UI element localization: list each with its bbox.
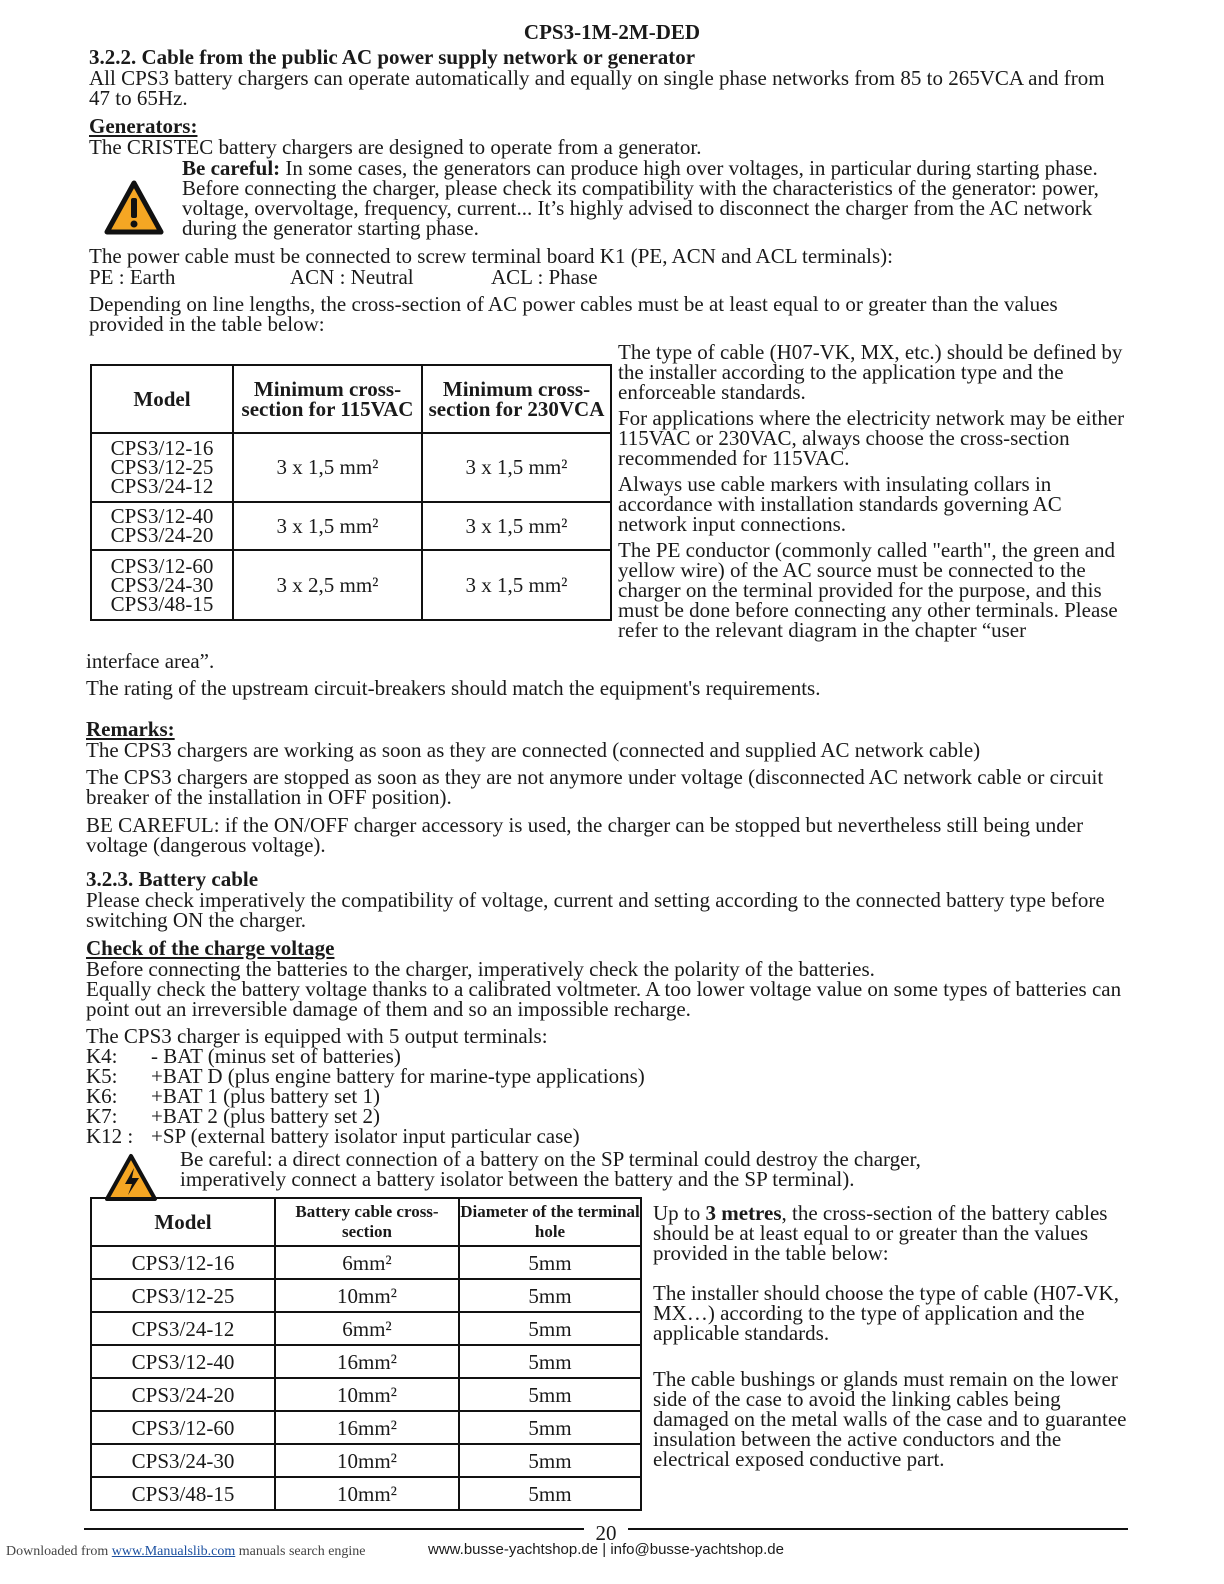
search-engine-label: manuals search engine bbox=[238, 1544, 366, 1559]
page-number: 20 bbox=[595, 1521, 617, 1545]
ac-min230-cell: 3 x 1,5 mm² bbox=[422, 433, 611, 502]
list-item bbox=[86, 1126, 645, 1146]
shop-contact: www.busse-yachtshop.de | info@busse-yachtshop.de bbox=[428, 1541, 784, 1558]
warning-label: Be careful: bbox=[182, 156, 281, 180]
ac-right-p4-cont: interface area”. bbox=[86, 649, 215, 673]
generators-heading: Generators: bbox=[89, 114, 198, 138]
terminal-desc: - BAT (minus set of batteries) bbox=[151, 1044, 401, 1068]
terminal-key: K6: bbox=[86, 1084, 118, 1108]
battery-section-cell: 10mm² bbox=[275, 1477, 459, 1510]
battery-model-cell: CPS3/24-12 bbox=[91, 1312, 275, 1345]
warning-text: In some cases, the generators can produce high over voltages, in particular during starting phase. Before connecting the charger, please check its compatibility with the characteristics of the generator: power, voltage, overvoltage, frequency, current... It’s highly advised to disconnect the charger from the AC network during the generator starting phase. bbox=[182, 156, 1099, 240]
table-row bbox=[91, 1378, 641, 1411]
model-name: CPS3/48-15 bbox=[110, 591, 214, 616]
table-row bbox=[91, 502, 611, 550]
battery-right-p3: The cable bushings or glands must remain on the lower side of the case to avoid the linking cables being damaged on the metal walls of the case and to guarantee insulation between the active conductors and the electrical exposed conductive part. bbox=[653, 1367, 1127, 1471]
model-name: CPS3/24-12 bbox=[110, 474, 214, 498]
terminal-key: K7: bbox=[86, 1104, 118, 1128]
ac-header-230: Minimum cross-section for 230VCA bbox=[422, 365, 611, 433]
battery-section-cell: 6mm² bbox=[275, 1246, 459, 1279]
acl-label: ACL : Phase bbox=[491, 265, 598, 289]
terminal-desc: +BAT 1 (plus battery set 1) bbox=[151, 1084, 381, 1108]
footer-rule-right bbox=[628, 1528, 1128, 1530]
output-terminals-intro: The CPS3 charger is equipped with 5 output terminals: bbox=[86, 1024, 548, 1048]
ac-models-cell bbox=[91, 433, 233, 502]
table-row bbox=[91, 1345, 641, 1378]
manualslib-link[interactable]: www.Manualslib.com bbox=[111, 1544, 236, 1559]
ac-right-p3: Always use cable markers with insulating collars in accordance with installation standards governing AC network input connections. bbox=[618, 472, 1062, 536]
electric-hazard-icon bbox=[104, 1153, 158, 1203]
terminal-key: K5: bbox=[86, 1064, 118, 1088]
sp-warning: Be careful: a direct connection of a battery on the SP terminal could destroy the charger, imperatively connect a battery isolator between the battery and the SP terminal). bbox=[180, 1147, 921, 1191]
battery-hole-cell: 5mm bbox=[459, 1444, 641, 1477]
battery-header-terminal-hole: Diameter of the terminal hole bbox=[459, 1198, 641, 1246]
battery-right-p1-b: , the cross-section of the battery cables should be at least equal to or greater than the values provided in the table below: bbox=[653, 1201, 1108, 1265]
ac-min115-cell: 3 x 2,5 mm² bbox=[233, 550, 422, 620]
depending-text: Depending on line lengths, the cross-section of AC power cables must be at least equal to or greater than the values provided in the table below: bbox=[89, 292, 1058, 336]
ac-models-cell bbox=[91, 550, 233, 620]
battery-model-cell: CPS3/12-60 bbox=[91, 1411, 275, 1444]
battery-section-cell: 10mm² bbox=[275, 1444, 459, 1477]
pe-label: PE : Earth bbox=[89, 265, 176, 289]
section-322-heading: 3.2.2. Cable from the public AC power supply network or generator bbox=[89, 45, 696, 69]
battery-hole-cell: 5mm bbox=[459, 1345, 641, 1378]
battery-right-p1 bbox=[653, 1203, 1128, 1263]
battery-hole-cell: 5mm bbox=[459, 1279, 641, 1312]
battery-right-p1-a: Up to bbox=[653, 1201, 706, 1225]
generators-text: The CRISTEC battery chargers are designed to operate from a generator. bbox=[89, 135, 702, 159]
ac-header-model: Model bbox=[91, 365, 233, 433]
table-row bbox=[91, 1444, 641, 1477]
document-title: CPS3-1M-2M-DED bbox=[523, 20, 701, 44]
terminal-desc: +SP (external battery isolator input particular case) bbox=[151, 1124, 580, 1148]
terminal-desc: +BAT 2 (plus battery set 2) bbox=[151, 1104, 381, 1128]
ac-min230-cell: 3 x 1,5 mm² bbox=[422, 502, 611, 550]
battery-header-cross-section: Battery cable cross-section bbox=[275, 1198, 459, 1246]
ac-cable-table bbox=[90, 364, 612, 621]
remarks-p3: BE CAREFUL: if the ON/OFF charger accessory is used, the charger can be stopped but nevertheless still being under voltage (dangerous voltage). bbox=[86, 813, 1084, 857]
remarks-p2: The CPS3 chargers are stopped as soon as they are not anymore under voltage (disconnected AC network cable or circuit breaker of the installation in OFF position). bbox=[86, 765, 1104, 809]
list-item bbox=[86, 1046, 645, 1066]
battery-model-cell: CPS3/12-25 bbox=[91, 1279, 275, 1312]
table-row bbox=[91, 1477, 641, 1510]
check-voltage-heading: Check of the charge voltage bbox=[86, 936, 335, 960]
ac-right-p4: The PE conductor (commonly called "earth", the green and yellow wire) of the AC source must be connected to the charger on the terminal provided for the purpose, and this must be done before connecting any other terminals. Please refer to the relevant diagram in the chapter “user bbox=[618, 538, 1118, 642]
ac-right-p2: For applications where the electricity network may be either 115VAC or 230VAC, always choose the cross-section recommended for 115VAC. bbox=[618, 406, 1125, 470]
ac-min115-cell: 3 x 1,5 mm² bbox=[233, 433, 422, 502]
battery-model-cell: CPS3/12-16 bbox=[91, 1246, 275, 1279]
downloaded-from bbox=[6, 1544, 366, 1560]
battery-model-cell: CPS3/24-30 bbox=[91, 1444, 275, 1477]
remarks-p1: The CPS3 chargers are working as soon as they are connected (connected and supplied AC network cable) bbox=[86, 738, 981, 762]
battery-section-cell: 16mm² bbox=[275, 1345, 459, 1378]
acn-label: ACN : Neutral bbox=[290, 265, 414, 289]
battery-hole-cell: 5mm bbox=[459, 1411, 641, 1444]
ac-min230-cell: 3 x 1,5 mm² bbox=[422, 550, 611, 620]
list-item bbox=[86, 1066, 645, 1086]
battery-hole-cell: 5mm bbox=[459, 1378, 641, 1411]
terminal-list bbox=[86, 1046, 645, 1146]
remarks-heading: Remarks: bbox=[86, 717, 175, 741]
battery-model-cell: CPS3/24-20 bbox=[91, 1378, 275, 1411]
battery-model-cell: CPS3/48-15 bbox=[91, 1477, 275, 1510]
list-item bbox=[86, 1086, 645, 1106]
model-name: CPS3/12-40 bbox=[110, 504, 214, 528]
rating-text: The rating of the upstream circuit-breakers should match the equipment's requirements. bbox=[86, 676, 821, 700]
ac-models-cell bbox=[91, 502, 233, 550]
ac-table-header bbox=[91, 365, 611, 433]
terminal-board-text: The power cable must be connected to screw terminal board K1 (PE, ACN and ACL terminals): bbox=[89, 244, 893, 268]
battery-cable-table bbox=[90, 1197, 642, 1511]
model-name: CPS3/12-16 bbox=[110, 436, 214, 460]
section-322-intro: All CPS3 battery chargers can operate automatically and equally on single phase networks from 85 to 265VCA and from 47 to 65Hz. bbox=[89, 66, 1105, 110]
check-voltage-p1: Before connecting the batteries to the charger, imperatively check the polarity of the batteries. bbox=[86, 957, 875, 981]
downloaded-from-label: Downloaded from bbox=[6, 1544, 109, 1559]
battery-header-model: Model bbox=[91, 1198, 275, 1246]
section-323-intro: Please check imperatively the compatibility of voltage, current and setting according to the connected battery type before switching ON the charger. bbox=[86, 888, 1105, 932]
table-row bbox=[91, 1411, 641, 1444]
ac-min115-cell: 3 x 1,5 mm² bbox=[233, 502, 422, 550]
battery-right-column bbox=[653, 1203, 1128, 1469]
warning-triangle-icon bbox=[104, 180, 164, 236]
terminal-key: K12 : bbox=[86, 1124, 134, 1148]
ac-right-column bbox=[618, 342, 1130, 640]
battery-right-p2: The installer should choose the type of cable (H07-VK, MX…) according to the type of application and the applicable standards. bbox=[653, 1281, 1119, 1345]
model-name: CPS3/12-60 bbox=[110, 553, 214, 578]
battery-section-cell: 10mm² bbox=[275, 1279, 459, 1312]
table-row bbox=[91, 550, 611, 620]
check-voltage-p2: Equally check the battery voltage thanks to a calibrated voltmeter. A too lower voltage value on some types of batteries can point out an irreversible damage of them and so an impossible recharge. bbox=[86, 977, 1122, 1021]
terminal-key: K4: bbox=[86, 1044, 118, 1068]
list-item bbox=[86, 1106, 645, 1126]
battery-hole-cell: 5mm bbox=[459, 1312, 641, 1345]
model-name: CPS3/24-20 bbox=[110, 523, 214, 547]
model-name: CPS3/24-30 bbox=[110, 572, 214, 597]
battery-section-cell: 16mm² bbox=[275, 1411, 459, 1444]
battery-hole-cell: 5mm bbox=[459, 1477, 641, 1510]
terminal-desc: +BAT D (plus engine battery for marine-type applications) bbox=[151, 1064, 645, 1088]
section-323-heading: 3.2.3. Battery cable bbox=[86, 867, 259, 891]
table-row bbox=[91, 433, 611, 502]
battery-section-cell: 6mm² bbox=[275, 1312, 459, 1345]
battery-section-cell: 10mm² bbox=[275, 1378, 459, 1411]
battery-right-p1-bold: 3 metres bbox=[705, 1201, 782, 1225]
model-name: CPS3/12-25 bbox=[110, 455, 214, 479]
table-row bbox=[91, 1312, 641, 1345]
battery-model-cell: CPS3/12-40 bbox=[91, 1345, 275, 1378]
footer-rule-left bbox=[84, 1528, 584, 1530]
table-row bbox=[91, 1279, 641, 1312]
table-row bbox=[91, 1246, 641, 1279]
ac-header-115: Minimum cross-section for 115VAC bbox=[233, 365, 422, 433]
generator-warning bbox=[182, 158, 1127, 238]
battery-hole-cell: 5mm bbox=[459, 1246, 641, 1279]
ac-right-p1: The type of cable (H07-VK, MX, etc.) should be defined by the installer according to the application type and the enforceable standards. bbox=[618, 340, 1123, 404]
battery-table-header bbox=[91, 1198, 641, 1246]
